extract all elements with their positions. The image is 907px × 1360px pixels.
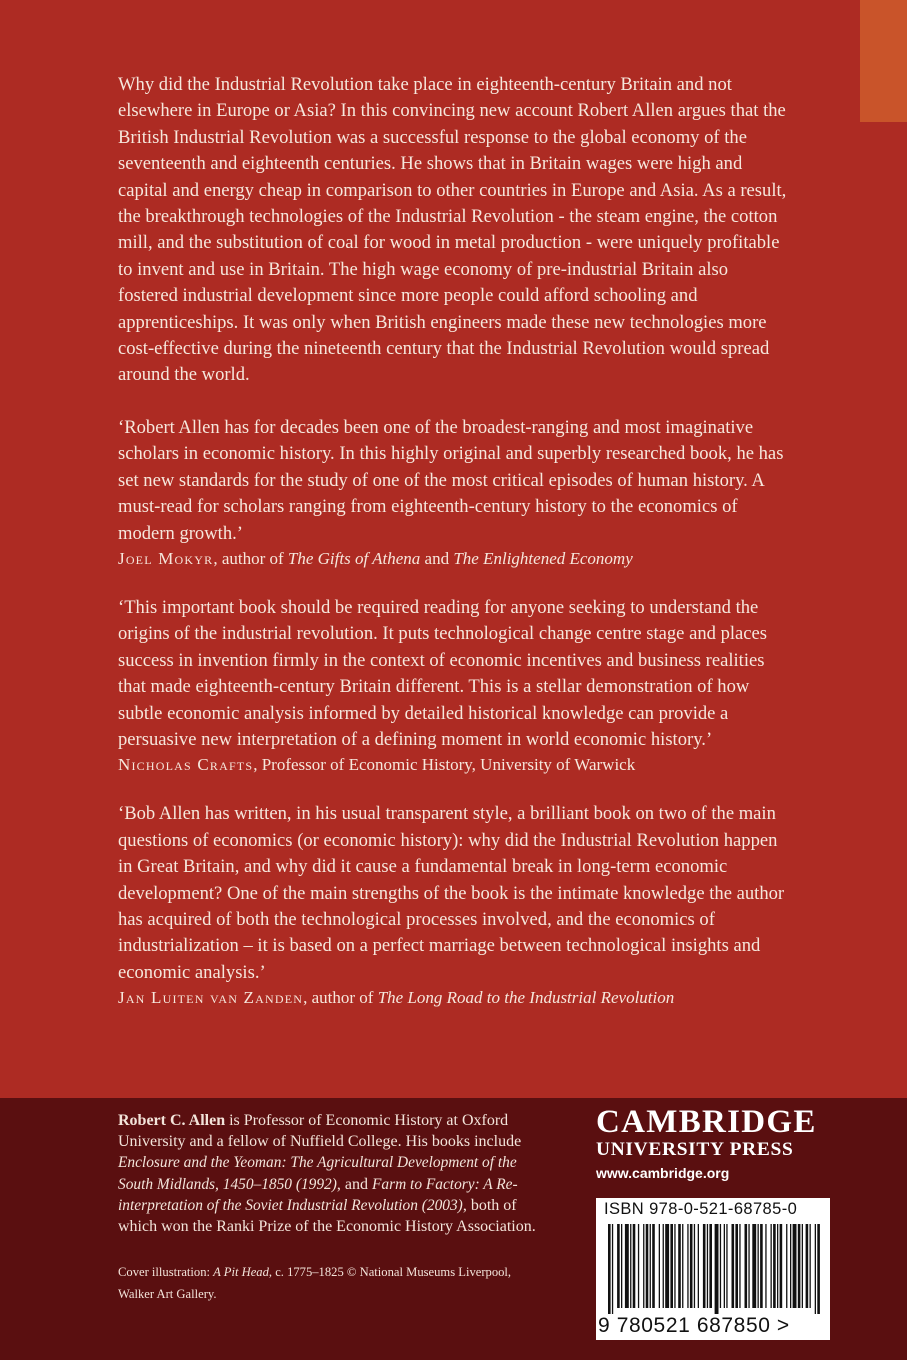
barcode-bar <box>612 1224 613 1314</box>
bio-text: , and <box>336 1175 372 1193</box>
barcode-bar <box>630 1224 631 1308</box>
barcode-bar <box>621 1224 622 1308</box>
publisher-url: www.cambridge.org <box>596 1165 730 1181</box>
barcode-bar <box>625 1224 629 1308</box>
endorsement-attribution <box>118 547 788 571</box>
barcode-bar <box>790 1224 791 1308</box>
endorsement-text: ‘Robert Allen has for decades been one of the broadest-ranging and most imaginative scholars in economic history. In this highly original and superbly researched book, he has set new standards for the study of one of the most critical episodes of human history. A must-read for scholars ranging from eighteenth-century history to the economics of modern growth.’ <box>118 416 784 544</box>
author-bio <box>118 1110 540 1237</box>
credit-prefix: Cover illustration: <box>118 1265 214 1279</box>
barcode-bar <box>663 1224 664 1308</box>
endorser-name: Joel Mokyr <box>118 548 214 568</box>
barcode-bar <box>643 1224 644 1308</box>
barcode-bar <box>659 1224 660 1308</box>
barcode-bar <box>806 1224 809 1308</box>
book-description: Why did the Industrial Revolution take place in eighteenth-century Britain and not elsewhere in Europe or Asia? In this convincing new account Robert Allen argues that the British Industrial Revolution was a successful response to the global economy of the seventeenth and eighteenth centuries. He shows that in Britain wages were high and capital and energy cheap in comparison to other countries in Europe and Asia. As a result, the breakthrough technologies of the Industrial Revolution - the steam engine, the cotton mill, and the substitution of coal for wood in metal production - were uniquely profitable to invent and use in Britain. The high wage economy of pre-industrial Britain also fostered industrial development since more people could afford schooling and apprenticeships. It was only when British engineers made these new technologies more cost-effective during the nineteenth century that the Industrial Revolution would spread around the world. <box>118 74 787 386</box>
barcode-bar <box>703 1224 706 1308</box>
endorsement-1 <box>118 415 788 571</box>
barcode-bar <box>798 1224 801 1308</box>
barcode-bar <box>690 1224 693 1308</box>
endorser-name: Jan Luiten van Zanden <box>118 988 304 1008</box>
barcode-bar <box>745 1224 748 1308</box>
publisher-logo <box>596 1104 832 1183</box>
barcode-bar <box>815 1224 816 1314</box>
barcode-bar <box>752 1224 756 1308</box>
barcode-bar <box>777 1224 778 1308</box>
barcode-bar <box>698 1224 699 1308</box>
barcode-bar <box>652 1224 655 1308</box>
spine-color-tab <box>860 0 907 122</box>
barcode-bar <box>760 1224 763 1308</box>
endorsement-attribution <box>118 986 788 1010</box>
barcode-bar <box>674 1224 675 1308</box>
barcode-bar <box>817 1224 820 1314</box>
endorser-work: The Enlightened Economy <box>453 548 633 568</box>
isbn-barcode <box>596 1198 830 1340</box>
barcode-bar <box>638 1224 639 1308</box>
barcode-bar <box>709 1224 712 1308</box>
barcode-bar <box>682 1224 683 1308</box>
endorsement-3 <box>118 801 788 1010</box>
endorser-joiner: and <box>420 548 454 568</box>
isbn-label: ISBN 978-0-521-68785-0 <box>604 1200 798 1218</box>
barcode-bar <box>608 1224 611 1314</box>
barcode-bar <box>617 1224 620 1308</box>
endorsement-2 <box>118 595 788 777</box>
barcode-bar <box>739 1224 740 1308</box>
barcode-bar <box>720 1224 721 1308</box>
barcode-bar <box>650 1224 651 1308</box>
endorser-work: The Long Road to the Industrial Revolution <box>377 988 675 1008</box>
barcode-bars <box>608 1224 820 1314</box>
barcode-bar <box>678 1224 681 1308</box>
barcode-bar <box>646 1224 649 1308</box>
barcode-bar <box>786 1224 787 1308</box>
barcode-bar <box>773 1224 776 1308</box>
credit-rest: , c. 1775–1825 © National Museums Liverpool, Walker Art Gallery. <box>118 1265 512 1301</box>
endorsement-text: ‘Bob Allen has written, in his usual transparent style, a brilliant book on two of the main questions of economics (or economic history): why did the Industrial Revolution happen in Great Britain, and why did it cause a fundamental break in long-term economic development? One of the main strengths of the book is the intimate knowledge the author has acquired of both the technological processes involved, and the economics of industrialization – it is based on a perfect marriage between technological insights and economic analysis.’ <box>118 803 785 983</box>
bio-text: , both of which won the Ranki Prize of the Economic History Association. <box>118 1196 536 1236</box>
publisher-name: CAMBRIDGE <box>596 1104 817 1140</box>
endorser-work: The Gifts of Athena <box>287 548 421 568</box>
barcode-bar <box>793 1224 797 1308</box>
endorser-name: Nicholas Crafts <box>118 755 254 775</box>
credit-artwork-title: A Pit Head <box>213 1265 269 1279</box>
author-name: Robert C. Allen <box>118 1112 226 1129</box>
back-cover-text <box>118 72 788 1010</box>
barcode-bar <box>687 1224 688 1308</box>
barcode-bar <box>707 1224 708 1308</box>
barcode-bar <box>758 1224 759 1308</box>
barcode-bar <box>735 1224 738 1308</box>
endorser-role: , author of <box>213 548 288 568</box>
barcode-digits: 9 780521 687850 > <box>598 1314 790 1337</box>
barcode-bar <box>670 1224 673 1308</box>
barcode-bar <box>810 1224 811 1308</box>
cover-illustration-credit <box>118 1262 538 1305</box>
barcode-bar <box>633 1224 636 1308</box>
endorser-role: , Professor of Economic History, University of Warwick <box>253 755 636 775</box>
barcode-bar <box>802 1224 803 1308</box>
bio-book-title: Enclosure and the Yeoman: The Agricultural Development of the South Midlands, 1450–1850 (1992) <box>118 1154 517 1193</box>
barcode-bar <box>724 1224 725 1308</box>
endorser-role: , author of <box>303 988 378 1008</box>
barcode-bar <box>732 1224 735 1308</box>
barcode-bar <box>715 1224 719 1314</box>
endorsement-text: ‘This important book should be required reading for anyone seeking to understand the origins of the industrial revolution. It puts technological change centre stage and places success in invention firmly in the context of economic incentives and business realities that made eighteenth-century Britain different. This is a stellar demonstration of how subtle economic analysis informed by detailed historical knowledge can provide a persuasive new interpretation of a defining moment in world economic history.’ <box>118 596 768 750</box>
bio-book-title: Farm to Factory: A Re-interpretation of the Soviet Industrial Revolution (2003) <box>118 1175 518 1214</box>
bio-text: is Professor of Economic History at Oxford University and a fellow of Nuffield College. His books include <box>118 1112 522 1151</box>
publisher-subtitle: UNIVERSITY PRESS <box>596 1139 794 1160</box>
barcode-bar <box>765 1224 766 1308</box>
barcode-bar <box>726 1224 727 1308</box>
barcode-bar <box>748 1224 749 1308</box>
barcode-bar <box>694 1224 695 1308</box>
barcode-bar <box>665 1224 669 1308</box>
endorsement-attribution <box>118 753 788 777</box>
barcode-bar <box>780 1224 783 1308</box>
barcode-bar <box>771 1224 772 1308</box>
